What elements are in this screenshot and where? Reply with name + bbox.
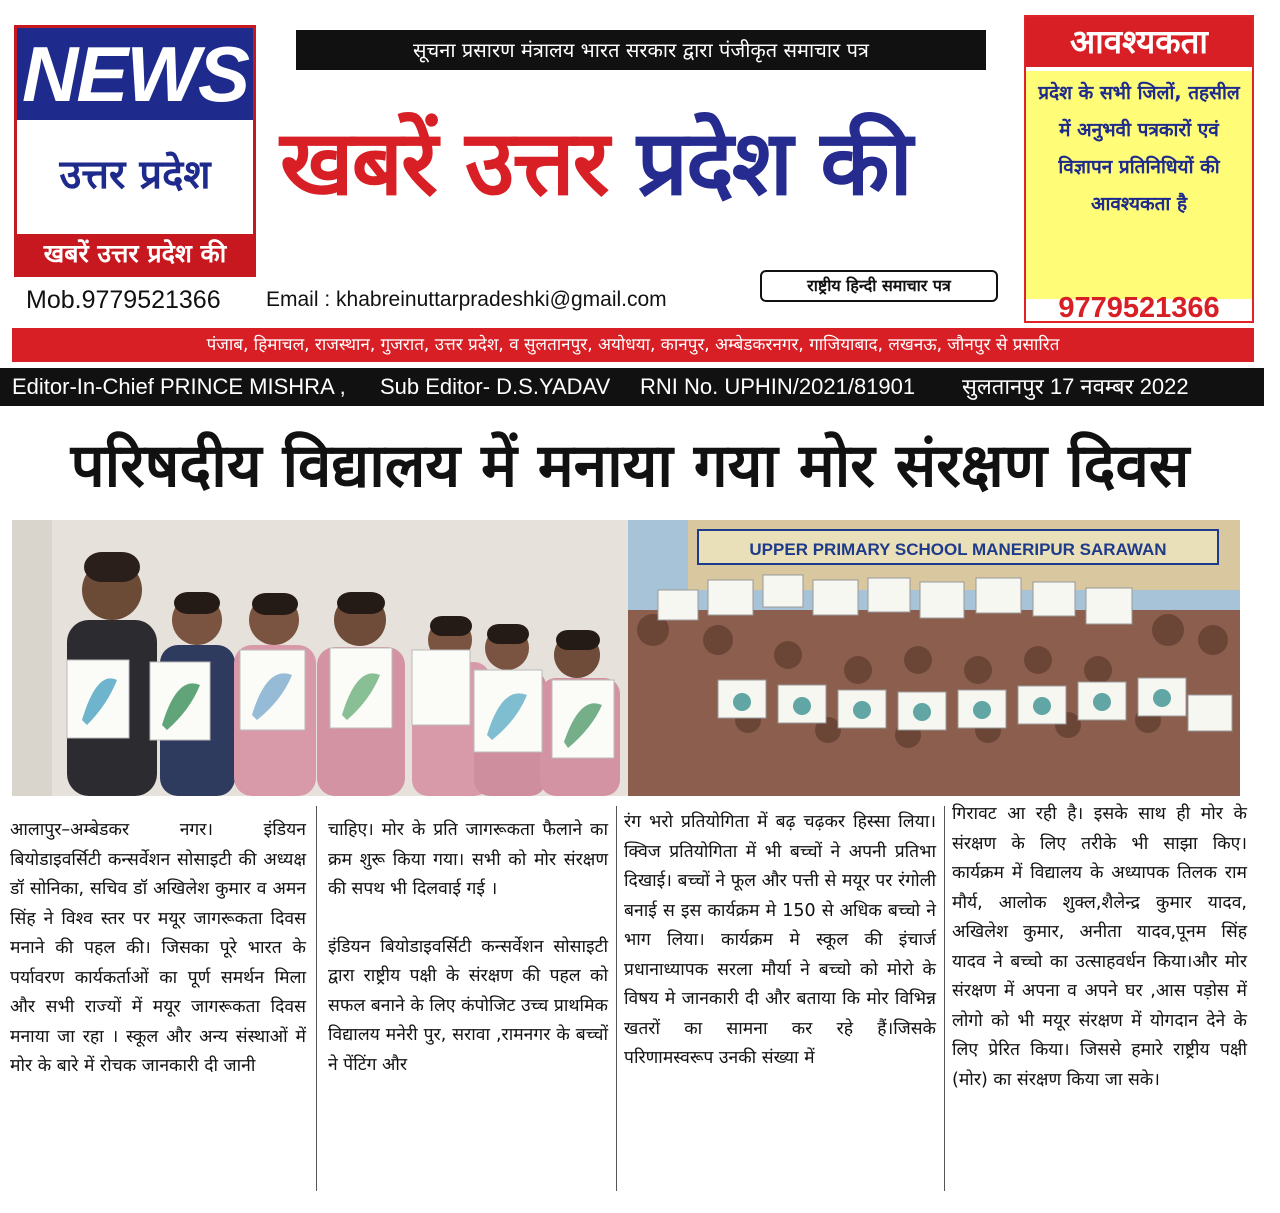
requirement-ad xyxy=(1024,15,1254,323)
rni-number: RNI No. UPHIN/2021/81901 xyxy=(640,374,916,399)
newspaper-title xyxy=(280,76,1020,252)
email-address[interactable]: khabreinuttarpradeshki@gmail.com xyxy=(336,288,667,311)
article-column-2-text-a: चाहिए। मोर के प्रति जागरूकता फैलाने का क्रम शुरू किया गया। सभी को मोर संरक्षण की सपथ भी दिलवाई गई । xyxy=(328,820,608,899)
article-column-3-text: रंग भरो प्रतियोगिता में बढ़ चढ़कर हिस्सा लिया। क्विज प्रतियोगिता में भी बच्चों ने अपनी प्रतिभा दिखाई। बच्चों ने फूल और पत्ती से मयूर पर रंगोली बनाई स इस कार्यक्रम मे 150 से अधिक बच्चो ने भाग लिया। कार्यक्रम मे स्कूल की इंचार्ज प्रधानाध्यापक सरला मौर्या ने बच्चो को मोरो के विषय मे जानकारी दी और बताया कि मोर विभिन्न खतरों का सामना कर रहे हैं।जिसके परिणामस्वरूप उनकी संख्या में xyxy=(624,812,936,1068)
logo-state-text: उत्तर प्रदेश xyxy=(59,152,211,198)
ad-phone: 9779521366 xyxy=(1058,292,1220,324)
newspaper-title-red: खबरें उत्तर xyxy=(280,111,608,216)
school-banner-text: UPPER PRIMARY SCHOOL MANERIPUR SARAWAN xyxy=(749,540,1167,559)
photo-girls-with-peacock-drawings xyxy=(12,520,628,796)
ad-body: प्रदेश के सभी जिलों, तहसील में अनुभवी पत्रकारों एवं विज्ञापन प्रतिनिधियों की आवश्यकता है xyxy=(1026,71,1252,299)
registration-banner: सूचना प्रसारण मंत्रालय भारत सरकार द्वारा पंजीकृत समाचार पत्र xyxy=(296,30,986,70)
article-column-1 xyxy=(10,816,306,1082)
ad-title: आवश्यकता xyxy=(1026,17,1252,67)
column-divider xyxy=(316,806,317,1191)
photo-right-illustration xyxy=(628,520,1240,796)
newspaper-logo xyxy=(14,25,256,277)
editor-bar xyxy=(0,368,1264,406)
photo-school-children-group xyxy=(628,520,1240,796)
email-line xyxy=(266,285,667,315)
logo-news-text: NEWS xyxy=(17,28,253,120)
national-paper-badge: राष्ट्रीय हिन्दी समाचार पत्र xyxy=(760,270,998,302)
article-column-4 xyxy=(952,800,1247,1095)
logo-tagline: खबरें उत्तर प्रदेश की xyxy=(17,234,253,274)
column-divider xyxy=(616,806,617,1191)
sub-editor: Sub Editor- D.S.YADAV xyxy=(380,374,611,399)
article-column-2 xyxy=(328,816,608,1080)
article-headline: परिषदीय विद्यालय में मनाया गया मोर संरक्षण दिवस xyxy=(70,431,1190,501)
article-column-1-text: आलापुर–अम्बेडकर नगर। इंडियन बियोडाइवर्सिटी कन्सर्वेशन सोसाइटी की अध्यक्ष डॉ सोनिका, सचिव डॉ अखिलेश कुमार व अमन सिंह ने विश्व स्तर पर मयूर जागरूकता दिवस मनाने की पहल की। जिसका पूरे भारत के पर्यावरण कार्यकर्ताओं का पूर्ण समर्थन मिला और सभी राज्यों में मयूर जागरूकता दिवस मनाया जा रहा । स्कूल और अन्य संस्थाओं में मोर के बारे में रोचक जानकारी दी जानी xyxy=(10,820,306,1076)
article-column-2-text-b: इंडियन बियोडाइवर्सिटी कन्सर्वेशन सोसाइटी द्वारा राष्ट्रीय पक्षी के संरक्षण की पहल को सफल बनाने के लिए कंपोजिट उच्च प्राथमिक विद्यालय मनेरी पुर, सरावा ,रामनगर के बच्चों ने पेंटिंग और xyxy=(328,936,608,1075)
email-label: Email : xyxy=(266,288,331,311)
newspaper-title-blue: प्रदेश की xyxy=(636,111,911,216)
article-column-3 xyxy=(624,808,936,1074)
photo-left-illustration xyxy=(12,520,628,796)
editor-in-chief: Editor-In-Chief PRINCE MISHRA , xyxy=(12,374,346,399)
dateline: सुलतानपुर 17 नवम्बर 2022 xyxy=(962,374,1189,399)
article-column-4-text: गिरावट आ रही है। इसके साथ ही मोर के संरक्षण के लिए तरीके भी साझा किए। कार्यक्रम में विद्यालय के अध्यापक तिलक राम मौर्य, आलोक शुक्ल,शैलेन्द्र कुमार यादव, अखिलेश कुमार, अनीता यादव,पूनम सिंह यादव ने बच्चो का उत्साहवर्धन किया।और मोर संरक्षण में अपना व अपने घर ,आस पड़ोस में लोगो को भी मयूर संरक्षण में योगदान देने के लिए प्रेरित किया। जिससे हमारे राष्ट्रीय पक्षी (मोर) का संरक्षण किया जा सके। xyxy=(952,804,1247,1090)
circulation-states-bar: पंजाब, हिमाचल, राजस्थान, गुजरात, उत्तर प्रदेश, व सुलतानपुर, अयोधया, कानपुर, अम्बेडकरनगर, गाजियाबाद, लखनऊ, जौनपुर से प्रसारित xyxy=(12,328,1254,362)
column-divider xyxy=(944,806,945,1191)
mobile-number: Mob.9779521366 xyxy=(26,286,221,314)
